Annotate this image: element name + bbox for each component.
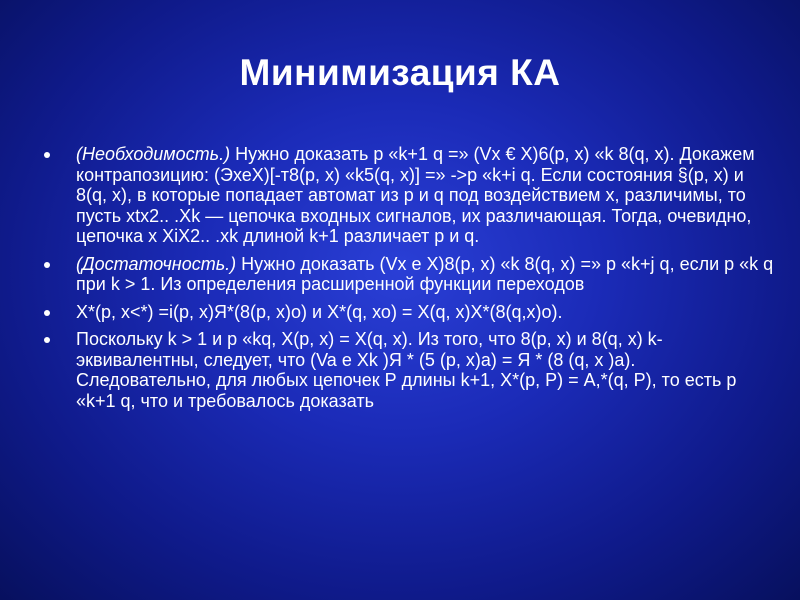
bullet-text: Поскольку k > 1 и р «kq, Х(р, х) = X(q, х). Из того, что 8(р, х) и 8(q, х) k-эквивалентны, следует, что (Va e Xk )Я * (5 (р, х)а) = Я * (8 (q, x )a). Следовательно, для любых цепочек Р длины k+1, Х*(р, Р) = А,*(q, Р), то есть р «k+1 q, что и требовалось доказать [76, 329, 737, 411]
bullet-lead: (Необходимость.) [76, 144, 231, 164]
slide-title: Минимизация КА [239, 52, 561, 93]
bullet-text: Нужно доказать р «k+1 q =» (Vx € X)6(p, x) «k 8(q, x). Докажем контрапозицию: (ЭхеХ)[-т8(р, х) «k5(q, x)] =» ->р «k+i q. Если состояния §(р, х) и 8(q, x), в которые попадает автомат из р и q под воздействием х, различимы, то пусть xtx2.. .Xk — цепочка входных сигналов, их различающая. Тогда, очевидно, цепочка х XiX2.. .xk длиной k+1 различает р и q. [76, 144, 755, 246]
bullet-dot-icon [44, 152, 50, 158]
bullet-item-necessity [44, 144, 774, 247]
bullet-list [44, 144, 774, 418]
bullet-dot-icon [44, 310, 50, 316]
bullet-item-conclusion [44, 329, 774, 411]
bullet-lead: (Достаточность.) [76, 253, 237, 274]
bullet-item-formula [44, 302, 774, 323]
bullet-item-sufficiency [44, 254, 774, 295]
bullet-dot-icon [44, 337, 50, 343]
bullet-text: Нужно доказать (Vx e X)8(p, x) «k 8(q, x) =» p «k+j q, если р «k q при k > 1. Из определения расширенной функции переходов [76, 253, 774, 294]
bullet-text: Х*(р, х<*) =i(p, х)Я*(8(р, х)о) и Х*(q, хо) = X(q, х)Х*(8(q,x)o). [76, 301, 563, 322]
bullet-dot-icon [44, 262, 50, 268]
